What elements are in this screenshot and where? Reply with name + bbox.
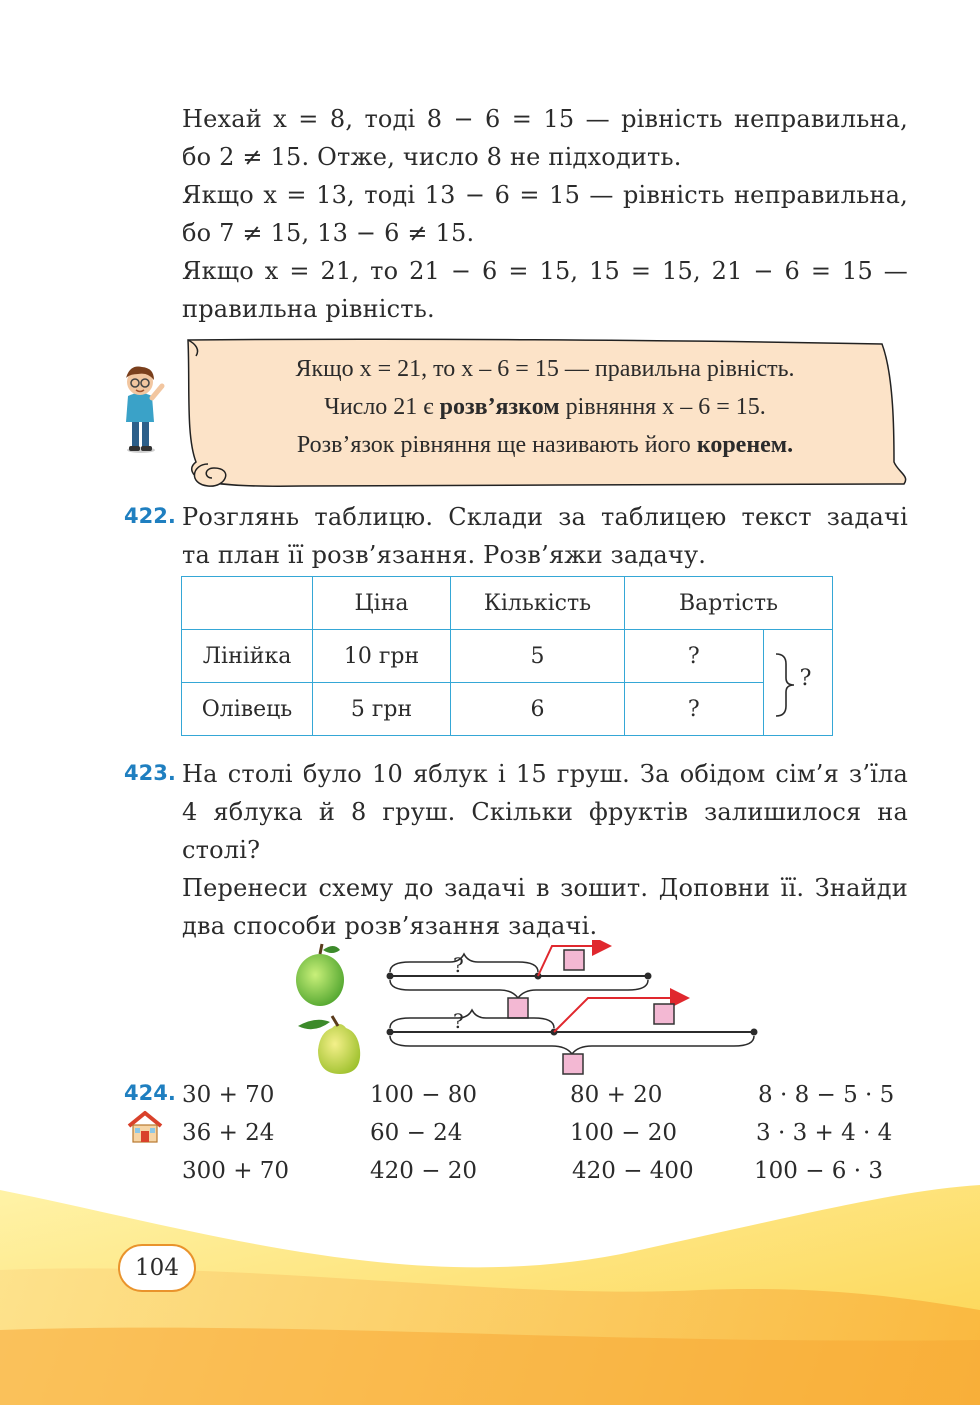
table-header-row xyxy=(182,577,833,630)
apple-bottom-brace xyxy=(390,980,648,998)
table-header-cell xyxy=(182,577,313,630)
rule-scroll-box xyxy=(182,336,908,492)
task-422-text xyxy=(182,498,908,574)
table-cell: Олівець xyxy=(182,683,313,736)
rule-text xyxy=(182,350,908,464)
pear-eaten-box xyxy=(654,1004,674,1024)
rule-line-2-post: рівняння x – 6 = 15. xyxy=(559,394,766,420)
apple-icon xyxy=(296,944,344,1006)
expression: 100 − 6 · 3 xyxy=(754,1158,883,1184)
apple-eaten-box xyxy=(564,950,584,970)
intro-line: бо 2 ≠ 15. Отже, число 8 не підходить. xyxy=(182,143,682,171)
task-423-line: На столі було 10 яблук і 15 груш. За обідом сім’я з’їла xyxy=(182,760,908,788)
expression: 36 + 24 xyxy=(182,1120,275,1146)
intro-line: правильна рівність. xyxy=(182,295,435,323)
expression: 80 + 20 xyxy=(570,1082,663,1108)
rule-term-solution: розв’язком xyxy=(439,394,560,420)
table-cell: 10 грн xyxy=(313,630,451,683)
table-header-cell: Вартість xyxy=(625,577,833,630)
apple-total-box xyxy=(508,998,528,1018)
intro-line: Якщо x = 13, тоді 13 − 6 = 15 — рівність неправильна, xyxy=(182,181,908,209)
rule-term-root: коренем. xyxy=(696,432,794,458)
rule-line-1: Якщо x = 21, то x – 6 = 15 — правильна рівність. xyxy=(295,356,795,382)
table-cell: 5 грн xyxy=(313,683,451,736)
table-cell: ? xyxy=(625,683,764,736)
expression: 3 · 3 + 4 · 4 xyxy=(756,1120,893,1146)
task-422-line: Розглянь таблицю. Склади за таблицею текст задачі xyxy=(182,503,908,531)
task-422-line: та план її розв’язання. Розв’яжи задачу. xyxy=(182,541,707,569)
task-423-line: Перенеси схему до задачі в зошит. Доповни її. Знайди xyxy=(182,874,908,902)
total-brace-cell xyxy=(763,630,832,736)
expression: 300 + 70 xyxy=(182,1158,290,1184)
pear-bottom-brace xyxy=(390,1036,754,1054)
intro-paragraph xyxy=(182,100,908,328)
table-cell: 6 xyxy=(451,683,625,736)
intro-line: Якщо x = 21, то 21 − 6 = 15, 15 = 15, 21 − 6 = 15 — xyxy=(182,257,908,285)
rule-line-2 xyxy=(182,388,908,426)
rule-line-2-pre: Число 21 є xyxy=(324,394,440,420)
expression: 8 · 8 − 5 · 5 xyxy=(758,1082,895,1108)
intro-line: бо 7 ≠ 15, 13 − 6 ≠ 15. xyxy=(182,219,475,247)
table-header-cell: Ціна xyxy=(313,577,451,630)
price-table xyxy=(181,576,833,736)
task-422-number: 422. xyxy=(124,504,176,528)
expression: 100 − 80 xyxy=(370,1082,478,1108)
task-423-line: столі? xyxy=(182,836,261,864)
table-row xyxy=(182,630,833,683)
boy-character-illustration xyxy=(112,362,170,454)
task-423-text xyxy=(182,755,908,945)
expression: 60 − 24 xyxy=(370,1120,463,1146)
total-question: ? xyxy=(799,666,812,691)
fruit-scheme-diagram xyxy=(290,940,780,1080)
pear-question-mark: ? xyxy=(453,1009,464,1033)
page-number: 104 xyxy=(118,1244,196,1292)
table-header-cell: Кількість xyxy=(451,577,625,630)
rule-line-3 xyxy=(182,426,908,464)
table-cell: Лінійка xyxy=(182,630,313,683)
apple-top-brace xyxy=(390,954,538,972)
pear-icon xyxy=(298,1016,360,1074)
pear-total-box xyxy=(563,1054,583,1074)
expression: 420 − 20 xyxy=(370,1158,478,1184)
rule-line-3-pre: Розв’язок рівняння ще називають його xyxy=(296,432,697,458)
intro-line: Нехай x = 8, тоді 8 − 6 = 15 — рівність неправильна, xyxy=(182,105,908,133)
table-cell: ? xyxy=(625,630,764,683)
table-cell: 5 xyxy=(451,630,625,683)
table-row xyxy=(182,683,833,736)
expression: 100 − 20 xyxy=(570,1120,678,1146)
expression: 420 − 400 xyxy=(572,1158,694,1184)
apple-question-mark: ? xyxy=(453,953,464,977)
task-423-line: 4 яблука й 8 груш. Скільки фруктів залишилося на xyxy=(182,798,908,826)
task-423-number: 423. xyxy=(124,761,176,785)
home-icon xyxy=(126,1110,164,1144)
pear-top-brace xyxy=(390,1010,554,1028)
task-424-number: 424. xyxy=(124,1081,176,1105)
task-423-line: два способи розв’язання задачі. xyxy=(182,912,598,940)
expression: 30 + 70 xyxy=(182,1082,275,1108)
